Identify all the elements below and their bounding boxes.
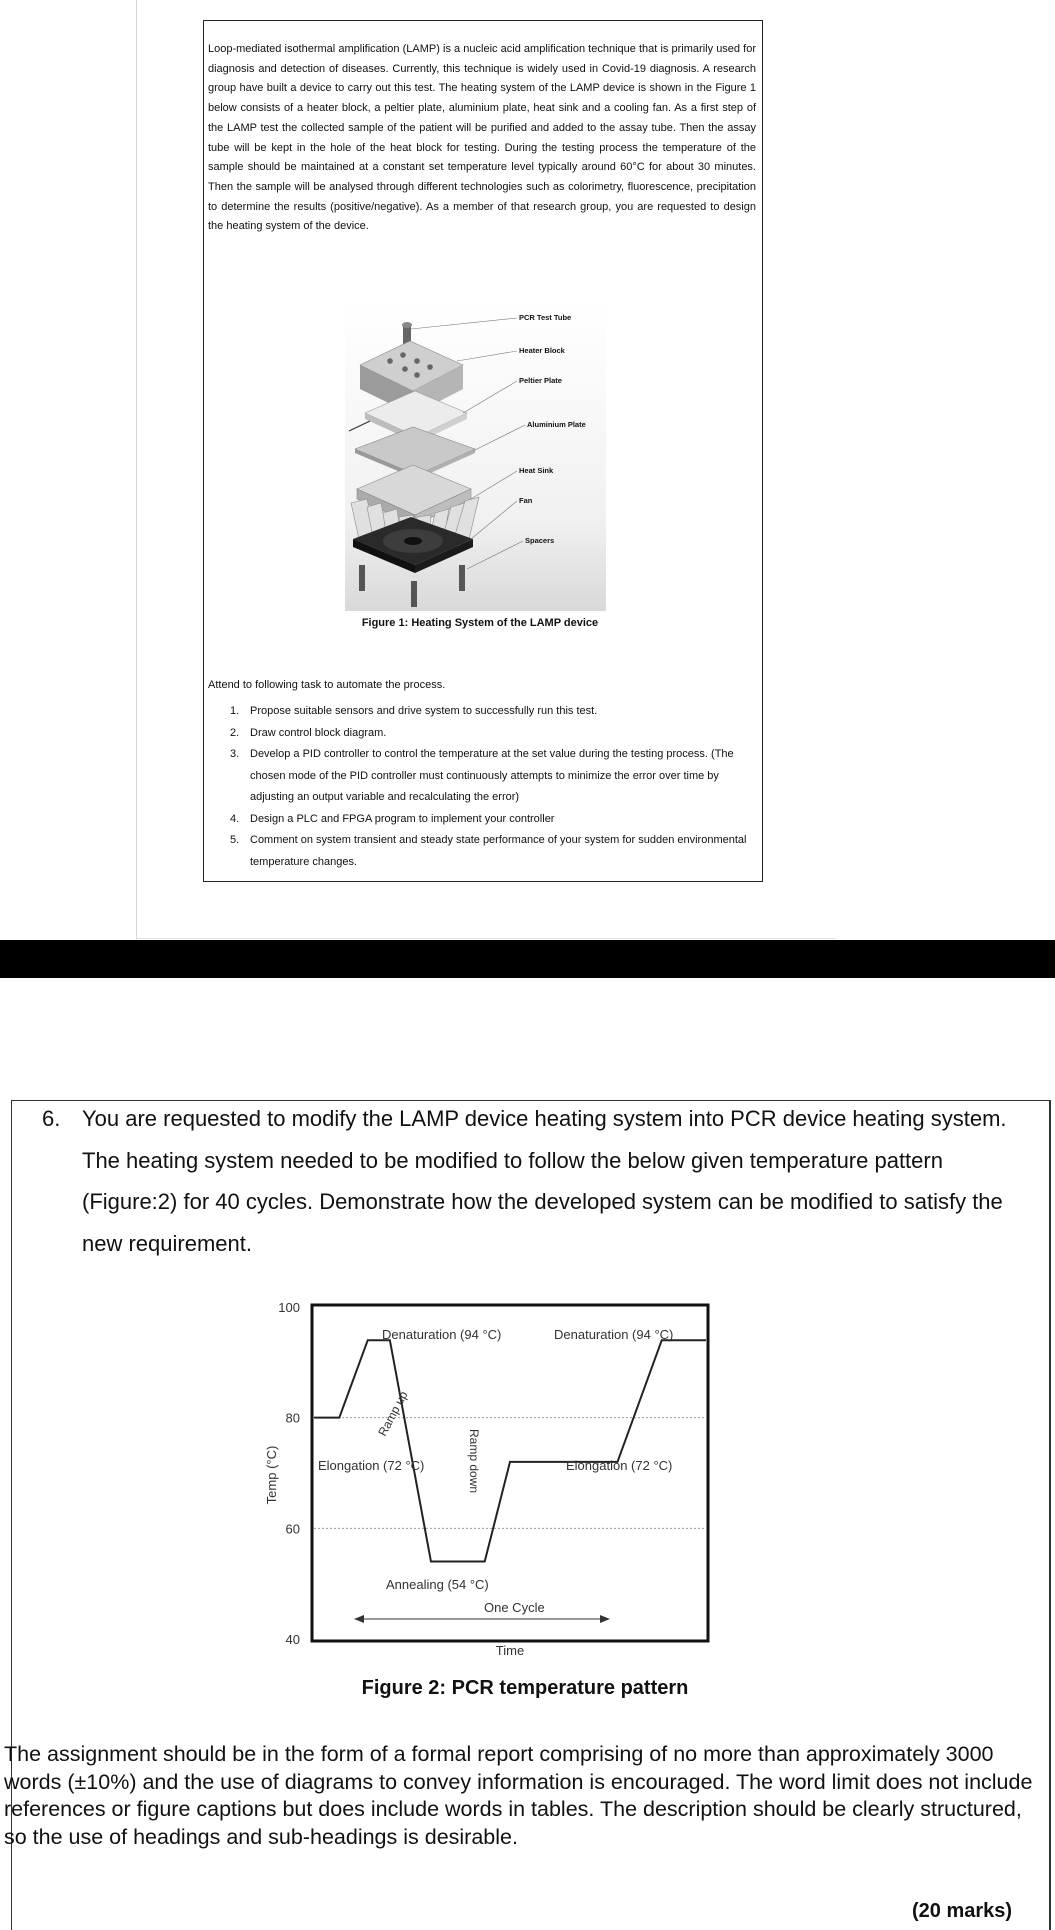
y-tick-label: 100 — [278, 1300, 300, 1315]
task-list — [208, 701, 756, 873]
annotation-elongation-1: Elongation (72 °C) — [318, 1458, 425, 1473]
task-number: 3. — [230, 748, 240, 760]
label-pcr-test-tube: PCR Test Tube — [519, 313, 572, 322]
label-spacers: Spacers — [525, 536, 555, 545]
page-bottom-line — [136, 938, 836, 939]
task-item — [208, 830, 756, 873]
task-text: Propose suitable sensors and drive system to successfully run this test. — [250, 705, 598, 717]
task-item — [208, 723, 756, 745]
y-tick-label: 60 — [285, 1521, 300, 1537]
task-number: 5. — [230, 834, 240, 846]
task-text: Develop a PID controller to control the temperature at the set value during the testing process. (The chosen mode of the PID controller must continuously attempts to minimize the error over time by adjusting an output variable and recalculating the error) — [250, 748, 734, 803]
y-tick-label: 40 — [285, 1632, 300, 1647]
page-margin-line — [136, 0, 137, 940]
figure1-heating-system-illustration — [345, 303, 606, 611]
marks-label: (20 marks) — [912, 1900, 1013, 1922]
annotation-one-cycle: One Cycle — [484, 1600, 545, 1615]
annotation-ramp-down: Ramp down — [467, 1429, 481, 1494]
task-number: 2. — [230, 726, 240, 739]
task-number: 4. — [230, 812, 240, 825]
annotation-ramp-up: Ramp up — [375, 1388, 411, 1439]
figure2-pcr-temperature-chart — [262, 1295, 712, 1661]
question-6-text: You are requested to modify the LAMP device heating system into PCR device heating system. The heating system needed to be modified to follow the below given temperature pattern (Figure:2) for 40 cycles. Demonstrate how the developed system can be modified to satisfy the new requirement. — [82, 1106, 1007, 1256]
annotation-elongation-2: Elongation (72 °C) — [566, 1458, 673, 1473]
label-peltier-plate: Peltier Plate — [519, 376, 562, 385]
y-tick-label: 80 — [285, 1410, 300, 1426]
tasks-intro: Attend to following task to automate the process. — [208, 679, 446, 691]
task-number: 1. — [230, 705, 240, 717]
annotation-annealing: Annealing (54 °C) — [386, 1577, 489, 1592]
figure2-caption: Figure 2: PCR temperature pattern — [361, 1677, 689, 1699]
label-aluminium-plate: Aluminium Plate — [527, 420, 586, 429]
task-text: Design a PLC and FPGA program to implement your controller — [250, 812, 555, 825]
one-cycle-arrow — [354, 1615, 610, 1623]
y-axis-label: Temp (°C) — [264, 1445, 279, 1505]
x-axis-label: Time — [495, 1643, 525, 1658]
question-6-number: 6. — [42, 1106, 61, 1131]
task-item — [208, 744, 756, 809]
task-text: Draw control block diagram. — [250, 726, 387, 739]
annotation-denaturation-2: Denaturation (94 °C) — [554, 1327, 674, 1342]
figure1-caption: Figure 1: Heating System of the LAMP device — [361, 617, 599, 629]
annotation-denaturation-1: Denaturation (94 °C) — [382, 1327, 502, 1342]
chart-frame — [312, 1305, 708, 1641]
assignment-instructions: The assignment should be in the form of a formal report comprising of no more than approximately 3000 words (±10%) and the use of diagrams to convey information is encouraged. The word limit does not include references or figure captions but does include words in tables. The description should be clearly structured, so the use of headings and sub-headings is desirable. — [4, 1742, 1033, 1849]
task-text: Comment on system transient and steady state performance of your system for sudden environmental temperature changes. — [250, 834, 747, 868]
intro-paragraph: Loop-mediated isothermal amplification (LAMP) is a nucleic acid amplification technique that is primarily used for diagnosis and detection of diseases. Currently, this technique is widely used in Covid-19 diagnosis. A research group have built a device to carry out this test. The heating system of the LAMP device is shown in the Figure 1 below consists of a heater block, a peltier plate, aluminium plate, heat sink and a cooling fan. As a first step of the LAMP test the collected sample of the patient will be purified and added to the assay tube. Then the assay tube will be kept in the hole of the heat block for testing. During the testing process the temperature of the sample should be maintained at a constant set temperature level typically around 60°C for about 30 minutes. Then the sample will be analysed through different technologies such as colorimetry, fluorescence, precipitation to determine the results (positive/negative). As a member of that research group, you are requested to design the heating system of the device. — [208, 43, 756, 233]
question-6 — [40, 1098, 1040, 1264]
screenshot-separator-band — [0, 940, 1055, 978]
label-heat-sink: Heat Sink — [519, 466, 554, 475]
task-item — [208, 809, 756, 831]
label-heater-block: Heater Block — [519, 346, 565, 355]
task-item — [208, 701, 756, 723]
label-fan: Fan — [519, 496, 533, 505]
